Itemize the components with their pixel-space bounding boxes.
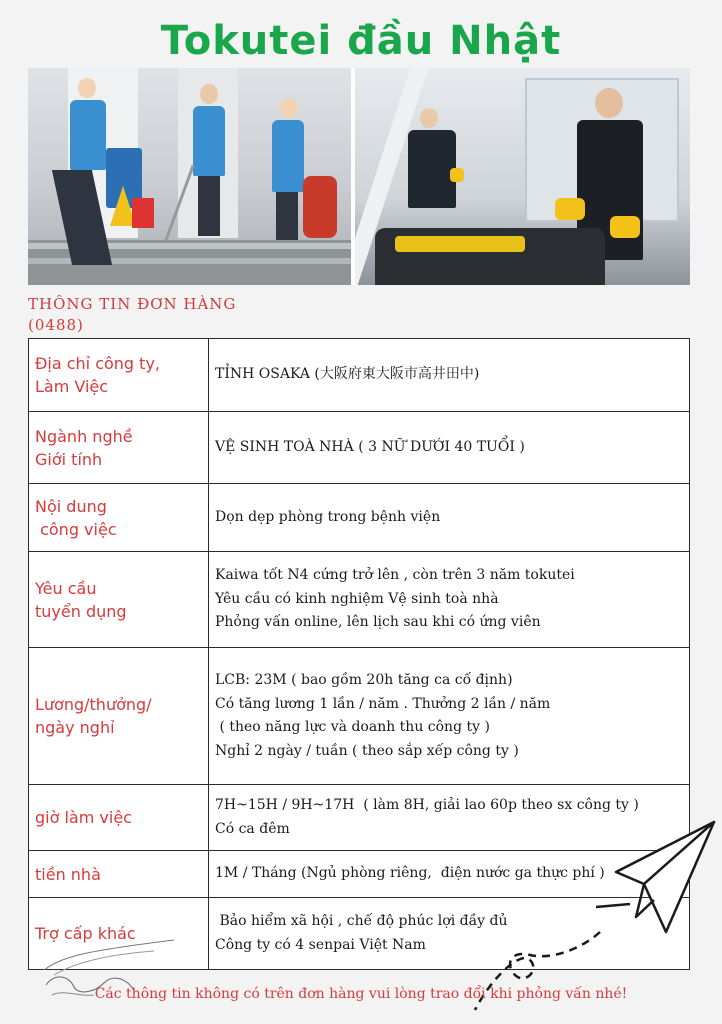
table-row (29, 851, 690, 898)
label-line: Lương/thưởng/ (35, 695, 152, 714)
label-line: Yêu cầu (35, 578, 97, 598)
order-number: (0488) (28, 316, 84, 334)
header-photos (28, 68, 690, 285)
value-line: Yêu cầu có kinh nghiệm Vệ sinh toà nhà (215, 590, 499, 607)
row-value-salary (209, 648, 690, 785)
value-line: Có ca đêm (215, 820, 290, 837)
cleaning-staff-photo (28, 68, 351, 285)
order-info-heading (28, 294, 288, 336)
table-row (29, 412, 690, 484)
label-line: ngày nghỉ (35, 718, 115, 737)
label-line: Trợ cấp khác (35, 924, 136, 943)
value-line: Nghỉ 2 ngày / tuần ( theo sắp xếp công ty ) (215, 742, 519, 759)
value-line: Công ty có 4 senpai Việt Nam (215, 936, 426, 953)
row-label-salary (29, 648, 209, 785)
row-label-occupation (29, 412, 209, 484)
value-line: Bảo hiểm xã hội , chế độ phúc lợi đầy đủ (215, 913, 508, 929)
table-row (29, 785, 690, 851)
row-label-working-hours (29, 785, 209, 851)
value-line: 7H~15H / 9H~17H ( làm 8H, giải lao 60p theo sx công ty ) (215, 797, 639, 813)
table-row (29, 648, 690, 785)
row-label-housing (29, 851, 209, 898)
label-line: Làm Việc (35, 377, 109, 396)
hospital-cleaning-photo (355, 68, 690, 285)
row-value-occupation (209, 412, 690, 484)
label-line: công việc (35, 519, 117, 539)
table-row (29, 552, 690, 648)
value-line: LCB: 23M ( bao gồm 20h tăng ca cố định) (215, 672, 513, 688)
flight-path-dashes-icon (470, 930, 610, 1020)
table-row (29, 484, 690, 552)
label-line: Ngành nghề (35, 426, 133, 446)
paper-plane-icon (596, 812, 720, 952)
label-line: tuyển dụng (35, 601, 127, 621)
label-line: tiền nhà (35, 864, 101, 884)
value-line: Kaiwa tốt N4 cứng trở lên , còn trên 3 năm tokutei (215, 567, 575, 584)
label-line: giờ làm việc (35, 808, 132, 827)
label-line: Địa chỉ công ty, (35, 354, 160, 373)
page-title: Tokutei đầu Nhật (160, 18, 562, 64)
table-row (29, 339, 690, 412)
row-value-requirements (209, 552, 690, 648)
row-value-job-content (209, 484, 690, 552)
label-line: Nội dung (35, 496, 107, 516)
row-value-address (209, 339, 690, 412)
row-label-address (29, 339, 209, 412)
row-label-requirements (29, 552, 209, 648)
footer-note: Các thông tin không có trên đơn hàng vui lòng trao đổi khi phỏng vấn nhé! (94, 986, 628, 1002)
value-line: TỈNH OSAKA (大阪府東大阪市高井田中) (215, 366, 480, 383)
value-line: VỆ SINH TOÀ NHÀ ( 3 NỮ DƯỚI 40 TUỔI ) (215, 438, 525, 455)
row-label-job-content (29, 484, 209, 552)
value-line: Phỏng vấn online, lên lịch sau khi có ứng viên (215, 614, 541, 631)
value-line: Có tăng lương 1 lần / năm . Thưởng 2 lần / năm (215, 695, 551, 712)
label-line: Giới tính (35, 449, 103, 469)
value-line: ( theo năng lực và doanh thu công ty ) (215, 719, 490, 735)
value-line: Dọn dẹp phòng trong bệnh viện (215, 508, 441, 525)
order-info-title: THÔNG TIN ĐƠN HÀNG (28, 295, 237, 313)
value-line: 1M / Tháng (Ngủ phòng riêng, điện nước ga thực phí ) (215, 865, 605, 882)
order-info-table (28, 338, 690, 970)
